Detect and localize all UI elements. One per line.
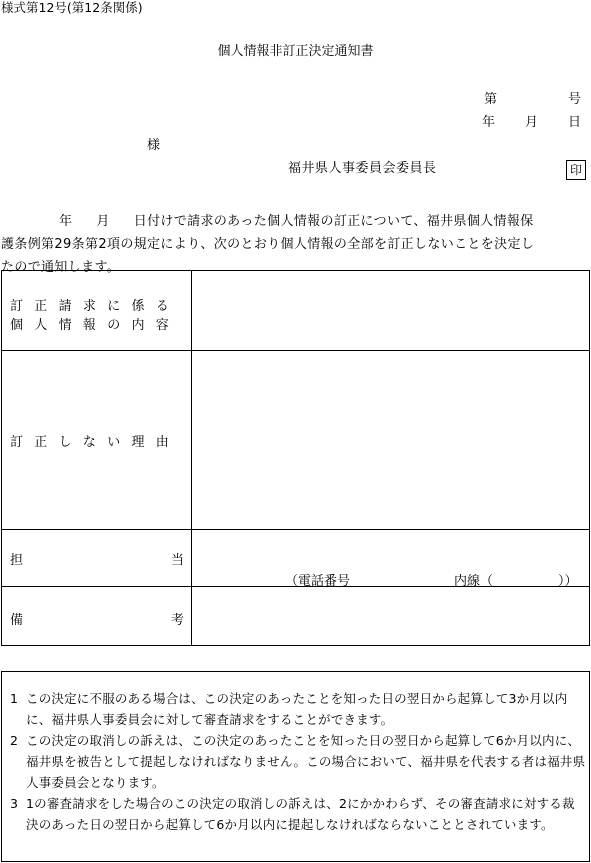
date-day: 日 — [568, 115, 582, 130]
phone-label: （電話番号 — [285, 574, 351, 589]
notes-box — [1, 671, 590, 862]
note-item: 2 この決定の取消しの訴えは、この決定のあったことを知った日の翌日から起算して6か月以内に、福井県を被告として提起しなければなりません。この場合において、福井県を代表する者は福井県人事委員会となります。 — [10, 733, 586, 790]
body-month: 月 — [96, 214, 110, 229]
note-item: 3 1の審査請求をした場合のこの決定の取消しの訴えは、2にかかわらず、その審査請求に対する裁決のあった日の翌日から起算して6か月以内に提起しなければならないこととされています。 — [10, 796, 575, 832]
notice-table — [1, 270, 590, 646]
body-year: 年 — [59, 214, 73, 229]
row-reason-label: 訂正しない理由 — [10, 435, 181, 450]
table-column-divider — [191, 271, 192, 645]
extension-label: 内線（ ）） — [454, 574, 578, 589]
document-title: 個人情報非訂正決定通知書 — [217, 44, 374, 59]
date-year: 年 — [482, 115, 496, 130]
body-line1: 日付けで請求のあった個人情報の訂正について、福井県個人情報保 — [133, 214, 534, 229]
body-line3: たので通知します。 — [1, 260, 121, 275]
doc-number-prefix: 第 — [484, 92, 498, 107]
row-remarks-label: 備 考 — [10, 613, 184, 628]
body-paragraph — [1, 210, 589, 279]
body-line2: 護条例第29条第2項の規定により、次のとおり個人情報の全部を訂正しないことを決定し — [1, 237, 535, 252]
note-item: 1 この決定に不服のある場合は、この決定のあったことを知った日の翌日から起算して3か月以内に、福井県人事委員会に対して審査請求をすることができます。 — [10, 691, 568, 727]
table-row-divider — [2, 529, 589, 530]
doc-number-suffix: 号 — [568, 92, 582, 107]
addressee-suffix: 様 — [147, 138, 161, 153]
form-label: 様式第12号(第12条関係) — [1, 0, 143, 15]
row-contact-label: 担 当 — [10, 553, 184, 568]
issuer-name: 福井県人事委員会委員長 — [288, 161, 437, 176]
date-month: 月 — [525, 115, 539, 130]
seal-mark: 印 — [566, 160, 586, 180]
table-row-divider — [2, 350, 589, 351]
row-content-label: 訂正請求に係る 個人情報の内容 — [10, 299, 181, 333]
